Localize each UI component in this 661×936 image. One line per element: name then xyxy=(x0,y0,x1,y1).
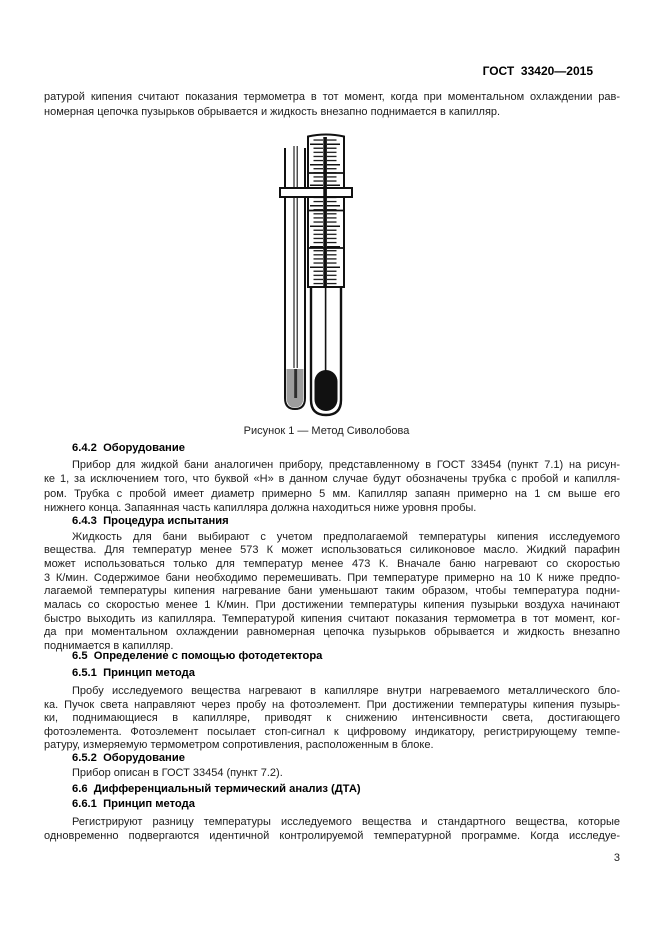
section-heading-6-6: 6.6 Дифференциальный термический анализ (ДТА) xyxy=(72,782,361,795)
figure-caption: Рисунок 1 — Метод Сиволобова xyxy=(243,425,410,437)
section-paragraph-6-4-3 xyxy=(44,531,620,654)
paragraph-line: да при моментальном охлаждении равномерная цепочка пузырьков обрывается и жидкость внезапно xyxy=(44,626,620,639)
page-number: 3 xyxy=(613,852,620,864)
paragraph-line: вещества. Для температур менее 573 К может использоваться силиконовое масло. Жидкий парафин xyxy=(44,544,620,557)
paragraph-line: Регистрируют разницу температуры исследуемого вещества и стандартного вещества, которые xyxy=(72,816,620,828)
paragraph-line: Прибор описан в ГОСТ 33454 (пункт 7.2). xyxy=(72,767,283,779)
paragraph-line: быстро выходить из капилляра. Температурой кипения считают показания термометра в тот момент, ког- xyxy=(44,612,620,625)
paragraph-line: ратурой кипения считают показания термометра в тот момент, когда при моментальном охлаждении рав- xyxy=(44,91,620,103)
section-paragraph-6-5-2 xyxy=(44,766,620,780)
standard-designation: ГОСТ 33420—2015 xyxy=(482,64,593,78)
paragraph-line: ратуру, измеряемую термометром сопротивления, расположенным в блоке. xyxy=(44,739,434,752)
paragraph-line: Жидкость для бани выбирают с учетом предполагаемой температуры кипения исследуемого xyxy=(72,530,620,543)
paragraph-line: поднимается в капилляр. xyxy=(44,640,174,653)
section-heading-6-6-1: 6.6.1 Принцип метода xyxy=(72,797,195,810)
paragraph-line: номерная цепочка пузырьков обрывается и жидкость внезапно поднимается в капилляр. xyxy=(44,105,501,118)
section-heading-6-4-2: 6.4.2 Оборудование xyxy=(72,442,185,454)
paragraph-line: фотоэлемента. Фотоэлемент посылает стоп-сигнал к цифровому индикатору, регистрирующему темпе- xyxy=(44,725,620,738)
intro-paragraph xyxy=(44,90,620,119)
section-heading-6-5: 6.5 Определение с помощью фотодетектора xyxy=(72,650,323,662)
paragraph-line: Пробу исследуемого вещества нагревают в капилляре внутри нагреваемого металлического бло- xyxy=(72,685,620,697)
thermometer-body xyxy=(311,287,341,416)
section-heading-6-5-2: 6.5.2 Оборудование xyxy=(72,751,185,764)
section-paragraph-6-5-1 xyxy=(44,685,620,753)
paragraph-line: ром. Трубка с пробой имеет диаметр примерно 5 мм. Капилляр запаян примерно на 1 см выше его xyxy=(44,487,620,500)
scale-stem xyxy=(323,137,327,287)
paragraph-line: нижнего конца. Запаянная часть капилляра должна находиться ниже уровня пробы. xyxy=(44,502,477,515)
paragraph-line: 3 К/мин. Содержимое бани необходимо перемешивать. При температуре примерно на 10 К ниже предпо- xyxy=(44,571,620,584)
holder-clamp xyxy=(280,188,352,197)
thermometer-bulb xyxy=(315,370,338,411)
sivolobov-apparatus-figure xyxy=(278,130,356,420)
paragraph-line: может использоваться только для температур менее 473 К. Вначале баню нагревают со скоростью xyxy=(44,557,620,570)
paragraph-line: ки, поднимающиеся в капилляре, приводят к снижению интенсивности света, достигающего xyxy=(44,712,620,725)
section-paragraph-6-4-2 xyxy=(44,458,620,516)
paragraph-line: ка. Пучок света направляют через пробу на фотоэлемент. При достижении температуры кипения пузырь- xyxy=(44,698,620,711)
section-paragraph-6-6-1 xyxy=(44,816,620,843)
paragraph-line: Прибор для жидкой бани аналогичен прибору, представленному в ГОСТ 33454 (пункт 7.1) на рисун- xyxy=(72,459,620,471)
paragraph-line: одновременно подвергаются идентичной контролируемой температурной программе. Когда исследуе- xyxy=(44,829,620,842)
paragraph-line: лагаемой температуры кипения нагревание бани уменьшают таким образом, чтобы температура подни- xyxy=(44,585,620,598)
paragraph-line: ке 1, за исключением того, что буквой «Н» в данном случае будут обозначены трубка с пробой и капилля- xyxy=(44,473,620,486)
section-heading-6-4-3: 6.4.3 Процедура испытания xyxy=(72,515,229,527)
section-heading-6-5-1: 6.5.1 Принцип метода xyxy=(72,666,195,679)
paragraph-line: малась со скоростью менее 1 К/мин. При достижении температуры кипения пузырьки воздуха начинают xyxy=(44,599,620,612)
